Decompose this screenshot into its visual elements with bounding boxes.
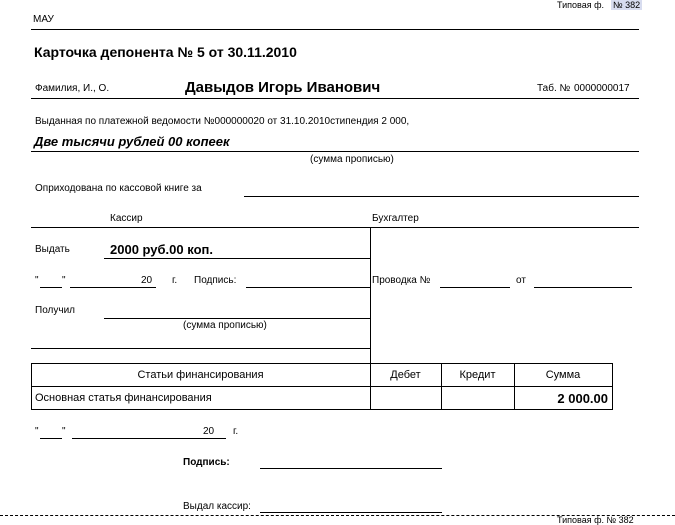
received-field[interactable]	[104, 318, 370, 319]
pay-amount: 2000 руб.00 коп.	[110, 242, 213, 257]
table-row-credit	[441, 387, 514, 409]
person-rule	[31, 98, 639, 99]
footer-quote-open: "	[35, 426, 39, 437]
table-header-amount: Сумма	[545, 369, 581, 381]
cashier-issued-label: Выдал кассир:	[183, 501, 251, 512]
received-caption: (сумма прописью)	[183, 320, 267, 331]
tab-number: 0000000017	[574, 83, 630, 94]
cashier-issued-field[interactable]	[260, 512, 442, 513]
footer-sign-label: Подпись:	[183, 457, 230, 468]
received-label: Получил	[35, 305, 75, 316]
cashier-title: Кассир	[110, 213, 143, 224]
date-month-field[interactable]	[70, 287, 156, 288]
next-form-fragment: Типовая ф. № 382	[557, 515, 634, 525]
table-header-item: Статьи финансирования	[137, 369, 264, 381]
header-rule	[31, 29, 639, 30]
pay-label: Выдать	[35, 244, 70, 255]
cashier-sign-field[interactable]	[246, 287, 370, 288]
date-quote-open: "	[35, 275, 39, 286]
person-label: Фамилия, И., О.	[35, 83, 110, 94]
cashbook-field[interactable]	[244, 196, 639, 197]
footer-day-field[interactable]	[40, 438, 62, 439]
org-name: МАУ	[33, 14, 54, 25]
document-title: Карточка депонента № 5 от 30.11.2010	[34, 44, 297, 60]
accountant-title: Бухгалтер	[372, 213, 419, 224]
table-row-item: Основная статья финансирования	[35, 392, 212, 404]
date-year: 20	[141, 275, 153, 286]
date-quote-close: "	[62, 275, 66, 286]
entry-from-label: от	[516, 275, 526, 286]
date-day-field[interactable]	[40, 287, 62, 288]
form-label: Типовая ф.	[557, 0, 604, 10]
section-rule	[31, 227, 639, 228]
table-header-credit: Кредит	[459, 369, 496, 381]
cashier-sign-label: Подпись:	[194, 275, 237, 286]
amount-words: Две тысячи рублей 00 копеек	[34, 134, 230, 149]
section-divider	[370, 227, 371, 363]
footer-quote-close: "	[62, 426, 66, 437]
date-year-suffix: г.	[172, 275, 178, 286]
pay-amount-rule	[104, 258, 370, 259]
amount-words-rule	[31, 151, 639, 152]
person-name: Давыдов Игорь Иванович	[185, 79, 381, 96]
footer-month-field[interactable]	[72, 438, 226, 439]
tab-label: Таб. №	[537, 83, 571, 94]
table-header-debit: Дебет	[390, 369, 421, 381]
received-extra-rule	[31, 348, 370, 349]
table-row-amount: 2 000.00	[557, 390, 608, 406]
issued-text: Выданная по платежной ведомости №000000020 от 31.10.2010стипендия 2 000,	[35, 116, 410, 127]
amount-caption: (сумма прописью)	[310, 154, 394, 165]
entry-label: Проводка №	[372, 275, 431, 286]
footer-year: 20	[203, 426, 215, 437]
entry-number-field[interactable]	[440, 287, 510, 288]
footer-year-suffix: г.	[233, 426, 239, 437]
form-number: № 382	[613, 0, 641, 10]
cashbook-label: Оприходована по кассовой книге за	[35, 183, 202, 194]
footer-sign-field[interactable]	[260, 468, 442, 469]
entry-date-field[interactable]	[534, 287, 632, 288]
table-row-debit	[370, 387, 441, 409]
